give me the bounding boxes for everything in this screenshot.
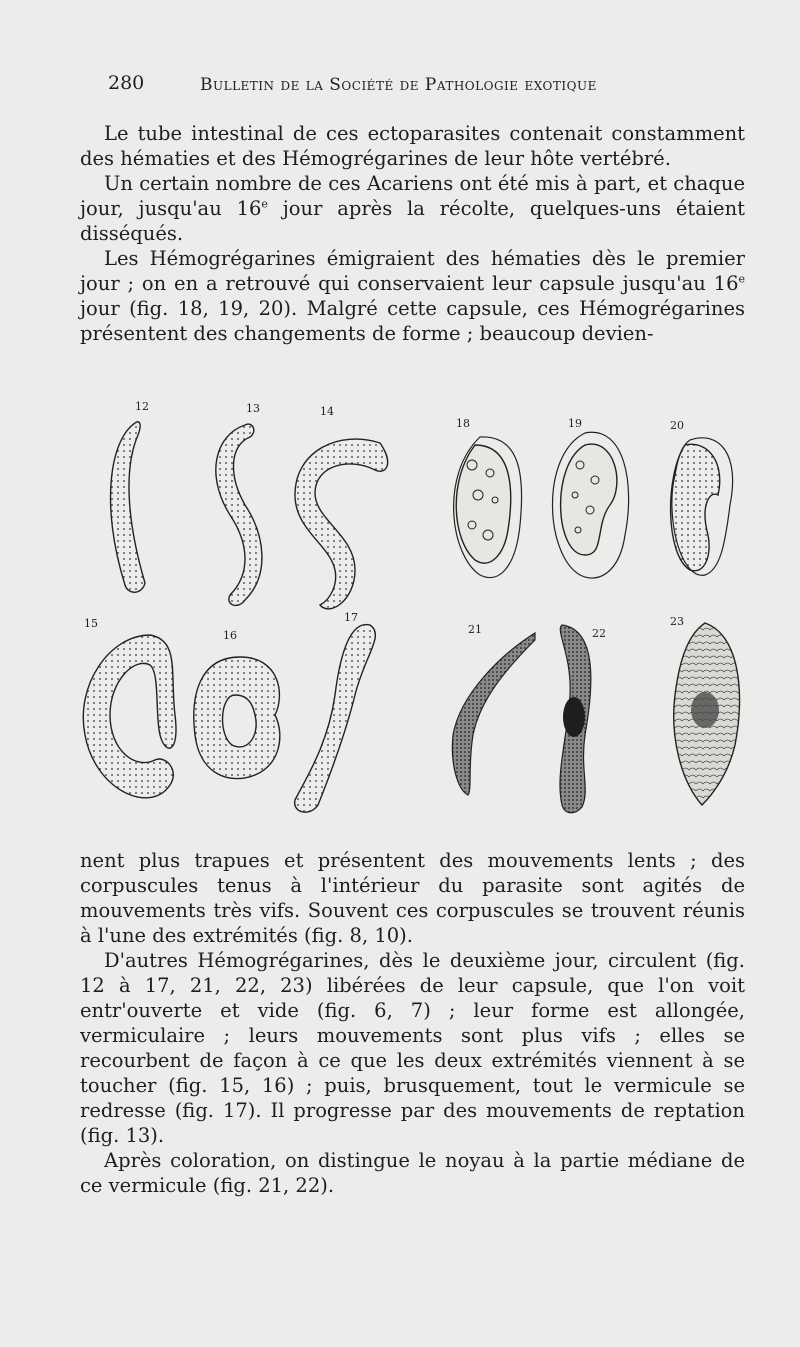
figure-21-drawing [452, 633, 535, 795]
paragraph: D'autres Hémogrégarines, dès le deuxième jour, circulent (fig. 12 à 17, 21, 22, 23) libérées de leur capsule, que l'on voit entr'ouverte et vide (fig. 6, 7) ; leur forme est allongée, vermiculaire ; leurs mouvements sont plus vifs ; elles se recourbent de façon à ce que les deux extrémités viennent à se toucher (fig. 15, 16) ; puis, brusquement, tout le vermicule se redresse (fig. 17). Il progresse par des mouvements de reptation (fig. 13). [80, 949, 745, 1147]
paragraph: nent plus trapues et présentent des mouvements lents ; des corpuscules tenus à l'intérieur du parasite sont agités de mouvements très vifs. Souvent ces corpuscules se trouvent réunis à l'une des extrémités (fig. 8, 10). [80, 849, 745, 947]
figure-label-16: 16 [223, 629, 237, 642]
figure-17-drawing [295, 625, 376, 813]
figure-plate [80, 395, 760, 825]
figure-label-20: 20 [670, 419, 684, 432]
figure-23-drawing [674, 623, 740, 805]
figure-label-14: 14 [320, 405, 334, 418]
figure-label-17: 17 [344, 611, 358, 624]
running-title: Bulletin de la Société de Pathologie exotique [200, 75, 597, 95]
paragraph: Après coloration, on distingue le noyau à la partie médiane de ce vermicule (fig. 21, 22). [80, 1149, 745, 1197]
figure-14-drawing [295, 439, 388, 609]
figure-label-15: 15 [84, 617, 98, 630]
figure-label-18: 18 [456, 417, 470, 430]
figure-12-drawing [111, 422, 145, 593]
paragraph: Un certain nombre de ces Acariens ont été mis à part, et chaque jour, jusqu'au 16e jour après la récolte, quelques-uns étaient disséqués. [80, 172, 745, 245]
figure-label-19: 19 [568, 417, 582, 430]
text-block-bottom [80, 848, 745, 1198]
figure-13-drawing [216, 424, 262, 605]
page-header [108, 72, 768, 102]
paragraph: Le tube intestinal de ces ectoparasites contenait constamment des hématies et des Hémogrégarines de leur hôte vertébré. [80, 122, 745, 170]
figure-20-drawing [671, 438, 733, 575]
figure-16-drawing [194, 657, 280, 779]
paragraph: Les Hémogrégarines émigraient des hématies dès le premier jour ; on en a retrouvé qui conservaient leur capsule jusqu'au 16e jour (fig. 18, 19, 20). Malgré cette capsule, ces Hémogrégarines présentent des changements de forme ; beaucoup devien- [80, 247, 745, 345]
figure-label-13: 13 [246, 402, 260, 415]
figure-label-21: 21 [468, 623, 482, 636]
text-block-top [80, 121, 745, 346]
parasite-drawings [80, 395, 760, 825]
figure-label-23: 23 [670, 615, 684, 628]
figure-19-drawing [553, 432, 629, 578]
figure-18-drawing [454, 437, 522, 578]
figure-22-drawing [560, 625, 591, 813]
page-number: 280 [108, 72, 145, 94]
figure-15-drawing [83, 635, 176, 798]
figure-label-12: 12 [135, 400, 149, 413]
figure-label-22: 22 [592, 627, 606, 640]
